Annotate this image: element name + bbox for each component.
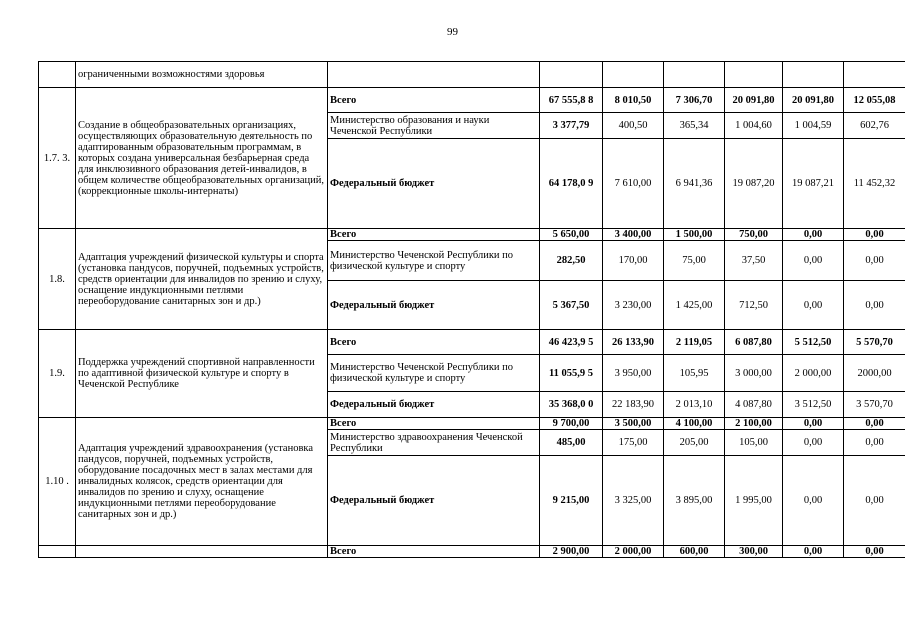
value-cell: 2 000,00: [783, 355, 844, 392]
value-cell: 170,00: [603, 241, 664, 281]
value-cell: 5 650,00: [540, 229, 603, 241]
value-cell: 1 500,00: [664, 229, 725, 241]
value-cell: 712,50: [725, 281, 783, 330]
value-cell: 37,50: [725, 241, 783, 281]
funding-source: Всего: [328, 229, 540, 241]
table-row: [39, 62, 905, 88]
value-cell: 3 570,70: [844, 392, 905, 418]
value-cell: 0,00: [783, 546, 844, 558]
measure-description: Создание в общеобразовательных организациях, осуществляющих образовательную деятельность по адаптированным образовательным программам, в которых создана универсальная безбарьерная среда для инклюзивного образования детей-инвалидов, в общем количестве общеобразовательных организаций, (коррекционные школы-интернаты): [76, 88, 328, 229]
value-cell: 175,00: [603, 430, 664, 456]
value-cell: 2 013,10: [664, 392, 725, 418]
value-cell: 6 087,80: [725, 330, 783, 355]
value-cell: 750,00: [725, 229, 783, 241]
table-row: [39, 330, 905, 355]
value-cell: 19 087,21: [783, 139, 844, 229]
value-cell: 205,00: [664, 430, 725, 456]
value-cell: 3 377,79: [540, 113, 603, 139]
value-cell: 1 004,60: [725, 113, 783, 139]
funding-source: Министерство образования и науки Чеченской Республики: [328, 113, 540, 139]
value-cell: 6 941,36: [664, 139, 725, 229]
measure-description: Адаптация учреждений физической культуры и спорта (установка пандусов, поручней, подъемных устройств, средств ориентации для инвалидов по зрению и слуху, оснащение индукционными петлями переоборудование санитарных зон и др.): [76, 229, 328, 330]
value-cell: 0,00: [844, 546, 905, 558]
value-cell: 485,00: [540, 430, 603, 456]
funding-source: Всего: [328, 418, 540, 430]
table-row: [39, 229, 905, 241]
value-cell: 0,00: [783, 229, 844, 241]
value-cell: 11 055,9 5: [540, 355, 603, 392]
value-cell: 75,00: [664, 241, 725, 281]
funding-source: Федеральный бюджет: [328, 281, 540, 330]
measure-description: Адаптация учреждений здравоохранения (установка пандусов, поручней, подъемных устройств, оборудование посадочных мест в залах местами для инвалидных колясок, средств ориентации для инвалидов по зрению и слуху, оснащение индукционными петлями переоборудование санитарных зон и др.): [76, 418, 328, 546]
row-number-cell: 1.10 .: [39, 418, 76, 546]
value-cell: 1 995,00: [725, 456, 783, 546]
value-cell: 8 010,50: [603, 88, 664, 113]
value-cell: 5 512,50: [783, 330, 844, 355]
row-number-cell: [39, 546, 76, 558]
measure-description: [76, 546, 328, 558]
page-number: 99: [447, 26, 458, 38]
value-cell: 3 500,00: [603, 418, 664, 430]
value-cell: 4 087,80: [725, 392, 783, 418]
value-cell: 5 570,70: [844, 330, 905, 355]
value-cell: 2 100,00: [725, 418, 783, 430]
value-cell: 9 700,00: [540, 418, 603, 430]
value-cell: 9 215,00: [540, 456, 603, 546]
value-cell: 26 133,90: [603, 330, 664, 355]
value-cell: 282,50: [540, 241, 603, 281]
value-cell: 46 423,9 5: [540, 330, 603, 355]
value-cell: 0,00: [783, 241, 844, 281]
value-cell: 3 950,00: [603, 355, 664, 392]
funding-source: Всего: [328, 546, 540, 558]
value-cell: 105,95: [664, 355, 725, 392]
value-cell: 12 055,08: [844, 88, 905, 113]
value-cell: 300,00: [725, 546, 783, 558]
value-cell: 0,00: [844, 281, 905, 330]
value-cell: 19 087,20: [725, 139, 783, 229]
value-cell: 2000,00: [844, 355, 905, 392]
value-cell: 20 091,80: [783, 88, 844, 113]
value-cell: 0,00: [844, 456, 905, 546]
funding-source: Федеральный бюджет: [328, 139, 540, 229]
funding-source: Федеральный бюджет: [328, 392, 540, 418]
value-cell: 0,00: [844, 241, 905, 281]
value-cell: 5 367,50: [540, 281, 603, 330]
value-cell: 2 000,00: [603, 546, 664, 558]
value-cell: 7 610,00: [603, 139, 664, 229]
value-cell: 2 119,05: [664, 330, 725, 355]
funding-source: Всего: [328, 330, 540, 355]
row-number-cell: 1.9.: [39, 330, 76, 418]
value-cell: 3 400,00: [603, 229, 664, 241]
value-cell: 0,00: [844, 229, 905, 241]
row-number-cell: 1.8.: [39, 229, 76, 330]
measure-description: ограниченными возможностями здоровья: [76, 62, 328, 88]
table-row: [39, 418, 905, 430]
value-cell: 3 000,00: [725, 355, 783, 392]
value-cell: 365,34: [664, 113, 725, 139]
row-number-cell: 1.7. 3.: [39, 88, 76, 229]
value-cell: 0,00: [844, 430, 905, 456]
value-cell: 3 512,50: [783, 392, 844, 418]
funding-source: Министерство Чеченской Республики по физической культуре и спорту: [328, 241, 540, 281]
value-cell: 1 425,00: [664, 281, 725, 330]
value-cell: 20 091,80: [725, 88, 783, 113]
value-cell: 2 900,00: [540, 546, 603, 558]
value-cell: 400,50: [603, 113, 664, 139]
value-cell: 600,00: [664, 546, 725, 558]
value-cell: 7 306,70: [664, 88, 725, 113]
value-cell: 3 325,00: [603, 456, 664, 546]
value-cell: 4 100,00: [664, 418, 725, 430]
value-cell: 602,76: [844, 113, 905, 139]
value-cell: 35 368,0 0: [540, 392, 603, 418]
value-cell: 0,00: [844, 418, 905, 430]
value-cell: 0,00: [783, 456, 844, 546]
funding-source: Всего: [328, 88, 540, 113]
measure-description: Поддержка учреждений спортивной направленности по адаптивной физической культуре и спорту в Чеченской Республике: [76, 330, 328, 418]
row-number-cell: [39, 62, 76, 88]
value-cell: 22 183,90: [603, 392, 664, 418]
value-cell: 0,00: [783, 418, 844, 430]
value-cell: 0,00: [783, 430, 844, 456]
table-row: [39, 546, 905, 558]
funding-source: Министерство здравоохранения Чеченской Республики: [328, 430, 540, 456]
table-row: [39, 88, 905, 113]
funding-source: Федеральный бюджет: [328, 456, 540, 546]
value-cell: 0,00: [783, 281, 844, 330]
funding-source: Министерство Чеченской Республики по физической культуре и спорту: [328, 355, 540, 392]
value-cell: 1 004,59: [783, 113, 844, 139]
budget-table: [38, 61, 905, 558]
value-cell: 3 230,00: [603, 281, 664, 330]
value-cell: 11 452,32: [844, 139, 905, 229]
value-cell: 3 895,00: [664, 456, 725, 546]
value-cell: 105,00: [725, 430, 783, 456]
value-cell: 67 555,8 8: [540, 88, 603, 113]
value-cell: 64 178,0 9: [540, 139, 603, 229]
